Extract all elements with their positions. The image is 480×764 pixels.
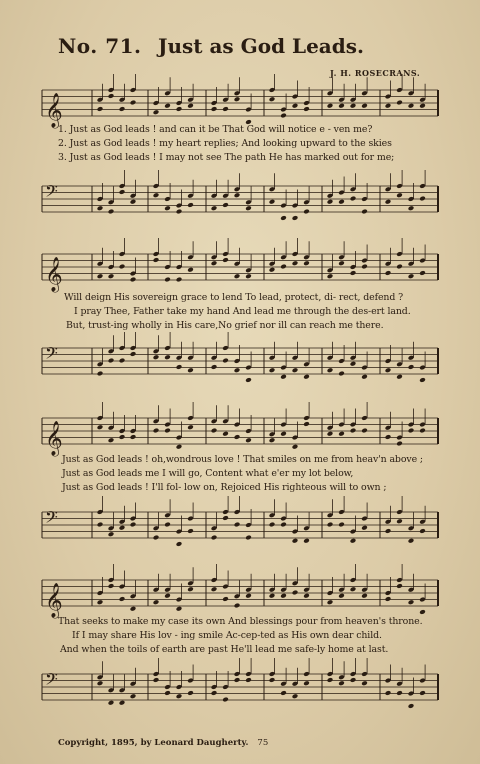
note-head [153,599,160,605]
bass-staff-2 [36,342,442,382]
note-head [164,593,171,599]
lyric-line: 2. Just as God leads ! my heart replies; And looking upward to the skies [58,138,392,149]
note-head [153,428,160,434]
note-head [327,103,334,109]
note-head [245,377,252,383]
note-head [234,677,241,683]
music-system-1 [36,76,442,226]
note-head [327,677,334,683]
note-head [187,528,194,534]
treble-staff-1 [36,84,442,128]
note-head [269,593,276,599]
note-head [108,358,115,364]
note-head [130,100,137,106]
note-head [153,192,160,198]
note-head [269,267,276,273]
copyright-notice [58,738,268,748]
note-head [222,697,229,703]
note-head [164,103,171,109]
note-head [211,690,218,696]
note-head [419,609,426,615]
music-system-2 [36,240,442,380]
bass-staff-4 [36,668,442,708]
note-head [419,377,426,383]
note-head [119,358,126,364]
note-head [222,202,229,208]
bass-clef-icon: 𝄢 [45,507,58,531]
note-head [292,693,299,699]
hymn-number: No. 71. [58,34,142,58]
note-head [396,690,403,696]
note-head [245,437,252,443]
note-head [222,431,229,437]
note-head [211,106,218,112]
note-head [350,196,357,202]
note-head [108,209,115,215]
note-head [119,700,126,706]
note-head [211,205,218,211]
note-head [187,586,194,592]
note-head [269,522,276,528]
note-head [97,424,104,430]
note-head [164,277,171,283]
note-head [385,434,392,440]
note-head [97,205,104,211]
note-head [408,703,415,709]
note-head [385,270,392,276]
note-head [211,535,218,541]
note-head [119,525,126,531]
note-head [119,434,126,440]
music-system-4 [36,568,442,718]
note-head [119,189,126,195]
note-head [187,424,194,430]
note-head [338,593,345,599]
note-head [211,260,218,266]
note-head [164,205,171,211]
note-head [408,205,415,211]
note-head [176,541,183,547]
note-head [292,103,299,109]
note-head [396,192,403,198]
note-head [176,209,183,215]
note-head [408,428,415,434]
composer-credit: J. H. ROSECRANS. [330,68,421,78]
note-head [130,351,137,357]
note-head [222,596,229,602]
lyric-line: 1. Just as God leads ! and can it be That God will notice e - ven me? [58,124,373,135]
note-head [280,593,287,599]
note-head [385,199,392,205]
note-head [396,100,403,106]
note-head [153,354,160,360]
note-head [280,113,287,119]
note-head [280,522,287,528]
note-head [303,680,310,686]
note-head [408,538,415,544]
note-head [338,431,345,437]
note-head [187,267,194,273]
note-head [130,693,137,699]
bass-staff-3 [36,506,442,546]
treble-clef-icon: 𝄞 [45,257,63,292]
lyric-line: 3. Just as God leads ! I may not see The path He has marked out for me; [58,152,395,163]
note-head [361,525,368,531]
note-head [303,106,310,112]
note-head [234,603,241,609]
note-head [419,270,426,276]
note-head [338,680,345,686]
note-head [97,680,104,686]
treble-clef-icon: 𝄞 [45,583,63,618]
note-head [176,277,183,283]
treble-staff-4 [36,574,442,618]
note-head [350,270,357,276]
note-head [408,599,415,605]
note-head [303,421,310,427]
copyright-text: Copyright, 1895, by Leonard Daugherty. [58,738,249,748]
note-head [164,354,171,360]
note-head [108,700,115,706]
treble-staff-3 [36,412,442,456]
note-head [269,96,276,102]
note-head [350,586,357,592]
bass-clef-icon: 𝄢 [45,343,58,367]
note-head [292,590,299,596]
note-head [164,690,171,696]
lyric-line: Just as God leads ! oh,wondrous love ! That smiles on me from heav'n above ; [62,454,423,465]
note-head [361,103,368,109]
note-head [280,264,287,270]
note-head [222,257,229,263]
note-head [327,599,334,605]
note-head [269,437,276,443]
bass-clef-icon: 𝄢 [45,669,58,693]
note-head [419,196,426,202]
note-head [176,444,183,450]
note-head [303,374,310,380]
note-head [408,273,415,279]
treble-staff-2 [36,248,442,292]
lyric-line: But, trust-ing wholly in His care,No grief nor ill can reach me there. [66,320,384,331]
note-head [245,593,252,599]
note-head [292,444,299,450]
note-head [408,103,415,109]
note-head [119,596,126,602]
hymn-title: Just as God Leads. [158,34,364,58]
note-head [303,593,310,599]
note-head [269,199,276,205]
note-head [396,441,403,447]
note-head [361,680,368,686]
page-number: 75 [257,738,269,748]
note-head [97,371,104,377]
note-head [108,273,115,279]
note-head [119,106,126,112]
note-head [419,428,426,434]
note-head [97,522,104,528]
note-head [108,93,115,99]
lyric-line: Just as God leads me I will go, Content what e'er my lot below, [62,468,354,479]
note-head [408,364,415,370]
note-head [176,606,183,612]
note-head [187,202,194,208]
note-head [292,367,299,373]
note-head [130,277,137,283]
note-head [130,434,137,440]
note-head [338,371,345,377]
note-head [385,103,392,109]
note-head [338,103,345,109]
note-head [396,583,403,589]
note-head [350,428,357,434]
note-head [234,367,241,373]
note-head [222,515,229,521]
note-head [385,367,392,373]
note-head [419,103,426,109]
note-head [234,192,241,198]
note-head [176,364,183,370]
lyric-line: If I may share His lov - ing smile Ac-cep-ted as His own dear child. [72,630,382,641]
note-head [396,374,403,380]
note-head [234,96,241,102]
note-head [327,522,334,528]
note-head [303,538,310,544]
note-head [361,593,368,599]
note-head [222,358,229,364]
note-head [187,367,194,373]
note-head [97,273,104,279]
note-head [292,260,299,266]
note-head [176,106,183,112]
note-head [119,264,126,270]
note-head [187,690,194,696]
note-head [385,528,392,534]
note-head [245,677,252,683]
note-head [153,257,160,263]
staff-lines [42,90,438,116]
music-system-3 [36,404,442,544]
note-head [327,431,334,437]
treble-clef-icon: 𝄞 [45,93,63,128]
note-head [245,535,252,541]
note-head [108,531,115,537]
note-head [108,437,115,443]
note-head [396,518,403,524]
note-head [292,215,299,221]
note-head [338,522,345,528]
note-head [130,522,137,528]
note-head [338,260,345,266]
note-head [245,205,252,211]
note-head [350,677,357,683]
lyric-line: That seeks to make my case its own And blessings pour from heaven's throne. [58,616,423,627]
note-head [153,535,160,541]
note-head [385,690,392,696]
note-head [211,428,218,434]
note-head [130,606,137,612]
bass-staff-1 [36,180,442,220]
note-head [327,273,334,279]
note-head [350,538,357,544]
lyric-line: And when the toils of earth are past He'll lead me safe-ly home at last. [60,644,389,655]
note-head [234,434,241,440]
note-head [303,209,310,215]
note-head [234,273,241,279]
note-head [419,528,426,534]
note-head [187,103,194,109]
note-head [280,215,287,221]
note-head [211,364,218,370]
note-head [361,264,368,270]
note-head [234,522,241,528]
note-head [269,677,276,683]
note-head [97,599,104,605]
note-head [97,106,104,112]
note-head [176,693,183,699]
note-head [361,428,368,434]
note-head [419,690,426,696]
note-head [303,260,310,266]
note-head [280,431,287,437]
note-head [269,367,276,373]
note-head [153,677,160,683]
note-head [108,583,115,589]
note-head [385,596,392,602]
note-head [327,199,334,205]
note-head [164,428,171,434]
note-head [396,264,403,270]
note-head [350,361,357,367]
note-head [361,209,368,215]
note-head [153,109,160,115]
lyric-line: Will deign His sovereign grace to lend To lead, protect, di- rect, defend ? [64,292,404,303]
note-head [280,690,287,696]
note-head [280,374,287,380]
note-head [338,199,345,205]
lyric-line: Just as God leads ! I'll fol- low on, Rejoiced His righteous will to own ; [62,482,387,493]
lyric-line: I pray Thee, Father take my hand And lead me through the des-ert land. [74,306,411,317]
note-head [361,374,368,380]
note-head [164,522,171,528]
treble-clef-icon: 𝄞 [45,421,63,456]
note-head [211,586,218,592]
bass-clef-icon: 𝄢 [45,181,58,205]
note-head [292,538,299,544]
note-head [350,103,357,109]
note-head [245,273,252,279]
note-head [222,106,229,112]
note-head [327,367,334,373]
note-head [130,199,137,205]
